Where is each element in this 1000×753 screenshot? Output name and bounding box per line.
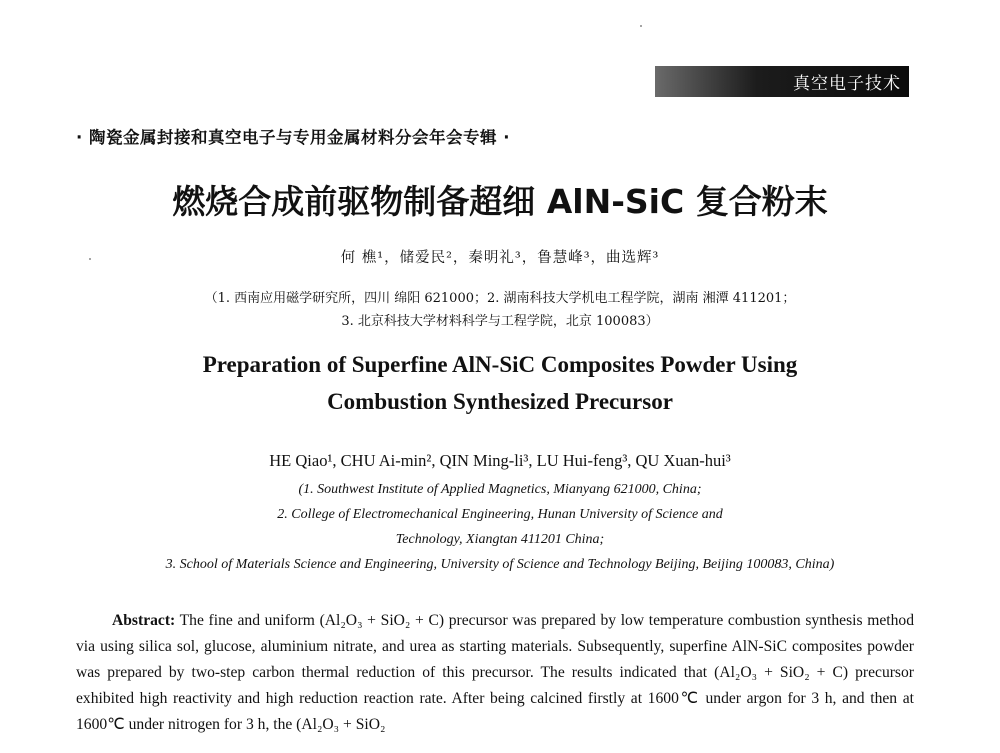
scan-speck bbox=[89, 258, 91, 260]
special-issue-line: · 陶瓷金属封接和真空电子与专用金属材料分会年会专辑 · bbox=[76, 128, 511, 147]
paper-title-en-line: Preparation of Superfine AlN-SiC Composites Powder Using bbox=[202, 352, 798, 377]
affiliation-en-line: 3. School of Materials Science and Engineering, University of Science and Technology Beijing, Beijing 100083, China) bbox=[165, 557, 835, 572]
affiliation-en-line: Technology, Xiangtan 411201 China; bbox=[395, 532, 605, 547]
affiliation-cn-line: 3. 北京科技大学材料科学与工程学院，北京 100083） bbox=[341, 314, 659, 329]
abstract bbox=[76, 608, 914, 738]
paper-title-cn: 燃烧合成前驱物制备超细 AlN-SiC 复合粉末 bbox=[172, 182, 828, 221]
affiliation-cn-line: （1. 西南应用磁学研究所，四川 绵阳 621000；2. 湖南科技大学机电工程学院，湖南 湘潭 411201； bbox=[204, 291, 796, 306]
scan-speck bbox=[640, 25, 642, 27]
authors-en: HE Qiao¹, CHU Ai-min², QIN Ming-li³, LU Hui-feng³, QU Xuan-hui³ bbox=[269, 451, 731, 470]
paper-title-en-line: Combustion Synthesized Precursor bbox=[327, 389, 673, 414]
affiliation-en-line: 2. College of Electromechanical Engineering, Hunan University of Science and bbox=[277, 507, 723, 522]
affiliation-en-line: (1. Southwest Institute of Applied Magnetics, Mianyang 621000, China; bbox=[298, 482, 702, 497]
authors-cn: 何 樵¹，储爱民²，秦明礼³，鲁慧峰³，曲选辉³ bbox=[340, 250, 660, 266]
abstract-label: Abstract: bbox=[112, 612, 176, 629]
abstract-text: The fine and uniform (Al₂O₃ + SiO₂ + C) precursor was prepared by low temperature combustion synthesis method via using silica sol, glucose, aluminium nitrate, and urea as starting materials. Subsequently, superfine AlN-SiC composites powder was prepared by two-step carbon thermal reduction of this precursor. The results indicated that (Al₂O₃ + SiO₂ + C) precursor exhibited high reactivity and high reduction reaction rate. After being calcined firstly at 1600℃ under argon for 3 h, and then at 1600℃ under nitrogen for 3 h, the (Al₂O₃ + SiO₂ bbox=[76, 612, 914, 733]
journal-badge: 真空电子技术 bbox=[655, 66, 909, 97]
